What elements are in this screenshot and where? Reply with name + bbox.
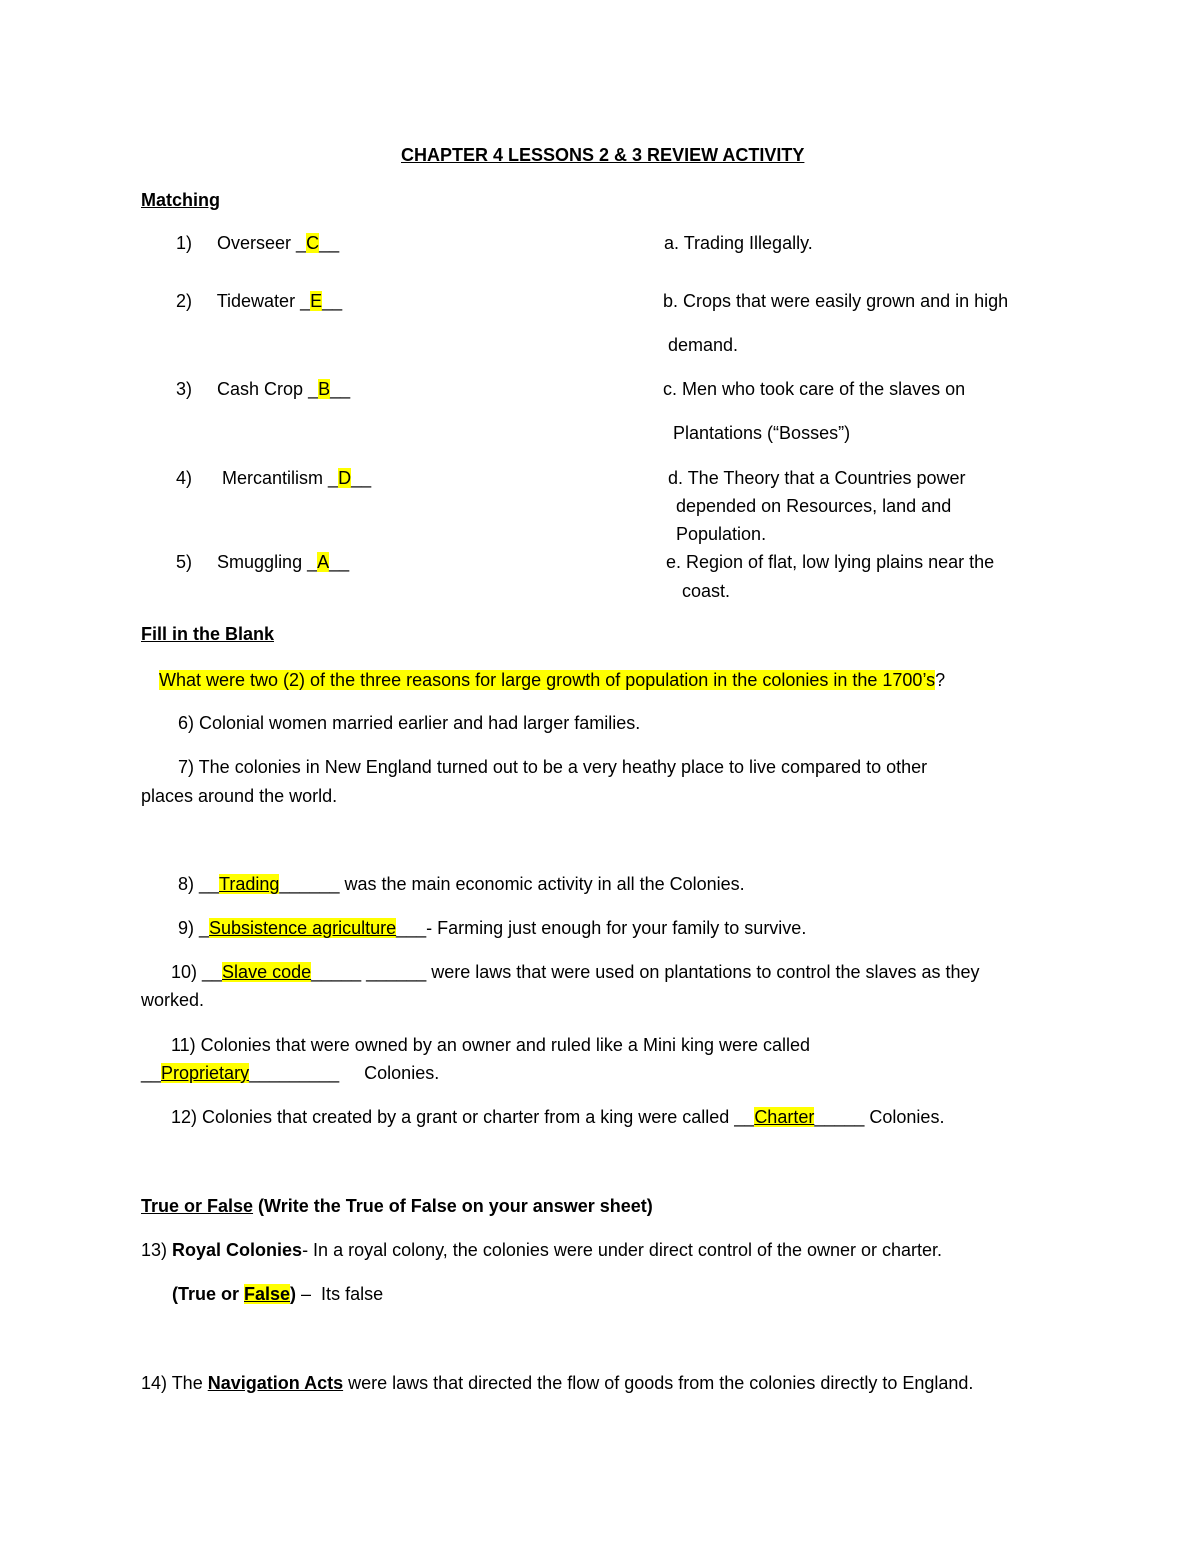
question-13-term: Royal Colonies <box>172 1240 303 1260</box>
matching-term-3 <box>176 377 350 401</box>
question-10-line2: worked. <box>141 990 205 1010</box>
document-title: CHAPTER 4 LESSONS 2 & 3 REVIEW ACTIVITY <box>401 145 805 165</box>
fill-question <box>159 668 945 692</box>
question-11-line2 <box>141 1061 439 1085</box>
question-12-post: _____ Colonies. <box>814 1107 945 1127</box>
term-tail: __ <box>351 468 372 488</box>
question-11-line1: 11) Colonies that were owned by an owner and ruled like a Mini king were called <box>171 1035 811 1055</box>
term-label: Mercantilism _ <box>222 468 339 488</box>
question-10-post: _____ ______ were laws that were used on plantations to control the slaves as they <box>311 962 980 982</box>
question-7-line1: 7) The colonies in New England turned out to be a very heathy place to live compared to other <box>178 757 928 777</box>
question-9 <box>178 916 806 940</box>
term-label: Smuggling _ <box>217 552 318 572</box>
question-11-pre: __ <box>141 1063 162 1083</box>
term-tail: __ <box>322 291 343 311</box>
term-answer: C <box>306 233 320 253</box>
question-8 <box>178 872 745 896</box>
term-answer: A <box>317 552 330 572</box>
fill-heading: Fill in the Blank <box>141 624 275 644</box>
question-10 <box>171 960 980 984</box>
term-number: 2) <box>176 291 193 311</box>
term-tail: __ <box>330 379 351 399</box>
question-9-pre: 9) _ <box>178 918 210 938</box>
tf-answer-note: – Its false <box>296 1284 384 1304</box>
question-14-num: 14) The <box>141 1373 208 1393</box>
term-number: 5) <box>176 552 193 572</box>
term-number: 1) <box>176 233 193 253</box>
tf-close-paren: ) <box>290 1284 297 1304</box>
question-14-term: Navigation Acts <box>207 1373 344 1393</box>
term-label: Overseer _ <box>217 233 307 253</box>
question-9-answer: Subsistence agriculture <box>209 918 397 938</box>
question-11-post: _________ Colonies. <box>249 1063 440 1083</box>
term-tail: __ <box>319 233 340 253</box>
question-13-answer-line <box>172 1282 383 1306</box>
tf-false-option: False <box>244 1284 291 1304</box>
term-tail: __ <box>329 552 350 572</box>
question-7-line2: places around the world. <box>141 786 338 806</box>
question-13 <box>141 1238 942 1262</box>
fill-question-mark: ? <box>935 670 946 690</box>
term-number: 3) <box>176 379 193 399</box>
question-14 <box>141 1371 973 1395</box>
definition-b-line2: demand. <box>668 335 739 355</box>
term-number: 4) <box>176 468 193 488</box>
definition-d-line3: Population. <box>676 524 767 544</box>
tf-heading-note: (Write the True of False on your answer sheet) <box>253 1196 653 1216</box>
matching-term-5 <box>176 550 349 574</box>
definition-d-line2: depended on Resources, land and <box>676 496 952 516</box>
question-9-post: ___- Farming just enough for your family to survive. <box>396 918 807 938</box>
term-label: Cash Crop _ <box>217 379 319 399</box>
matching-term-4 <box>176 466 371 490</box>
definition-d-line1: d. The Theory that a Countries power <box>668 468 966 488</box>
question-10-pre: 10) __ <box>171 962 223 982</box>
definition-e-line1: e. Region of flat, low lying plains near the <box>666 552 995 572</box>
question-8-answer: Trading <box>219 874 280 894</box>
tf-true-option: True or <box>178 1284 245 1304</box>
matching-heading: Matching <box>141 190 220 210</box>
tf-open-paren: ( <box>172 1284 178 1304</box>
matching-term-1 <box>176 231 339 255</box>
question-13-text: - In a royal colony, the colonies were under direct control of the owner or charter. <box>302 1240 943 1260</box>
tf-heading-title: True or False <box>141 1196 254 1216</box>
question-8-pre: 8) __ <box>178 874 220 894</box>
definition-a: a. Trading Illegally. <box>664 233 813 253</box>
definition-c-line1: c. Men who took care of the slaves on <box>663 379 966 399</box>
question-10-answer: Slave code <box>222 962 312 982</box>
definition-e-line2: coast. <box>682 581 731 601</box>
question-14-text: were laws that directed the flow of goods from the colonies directly to England. <box>343 1373 974 1393</box>
definition-c-line2: Plantations (“Bosses”) <box>673 423 851 443</box>
question-8-post: ______ was the main economic activity in all the Colonies. <box>279 874 745 894</box>
definition-b-line1: b. Crops that were easily grown and in high <box>663 291 1009 311</box>
question-12-pre: 12) Colonies that created by a grant or charter from a king were called __ <box>171 1107 755 1127</box>
term-answer: E <box>310 291 323 311</box>
question-6: 6) Colonial women married earlier and had larger families. <box>178 713 641 733</box>
fill-question-text: What were two (2) of the three reasons for large growth of population in the colonies in the 1700’s <box>159 670 936 690</box>
matching-term-2 <box>176 289 342 313</box>
term-label: Tidewater _ <box>216 291 311 311</box>
question-12 <box>171 1105 944 1129</box>
question-12-answer: Charter <box>754 1107 815 1127</box>
question-11-answer: Proprietary <box>161 1063 250 1083</box>
tf-heading <box>141 1194 653 1218</box>
term-answer: B <box>318 379 331 399</box>
term-answer: D <box>338 468 352 488</box>
question-13-num: 13) <box>141 1240 173 1260</box>
